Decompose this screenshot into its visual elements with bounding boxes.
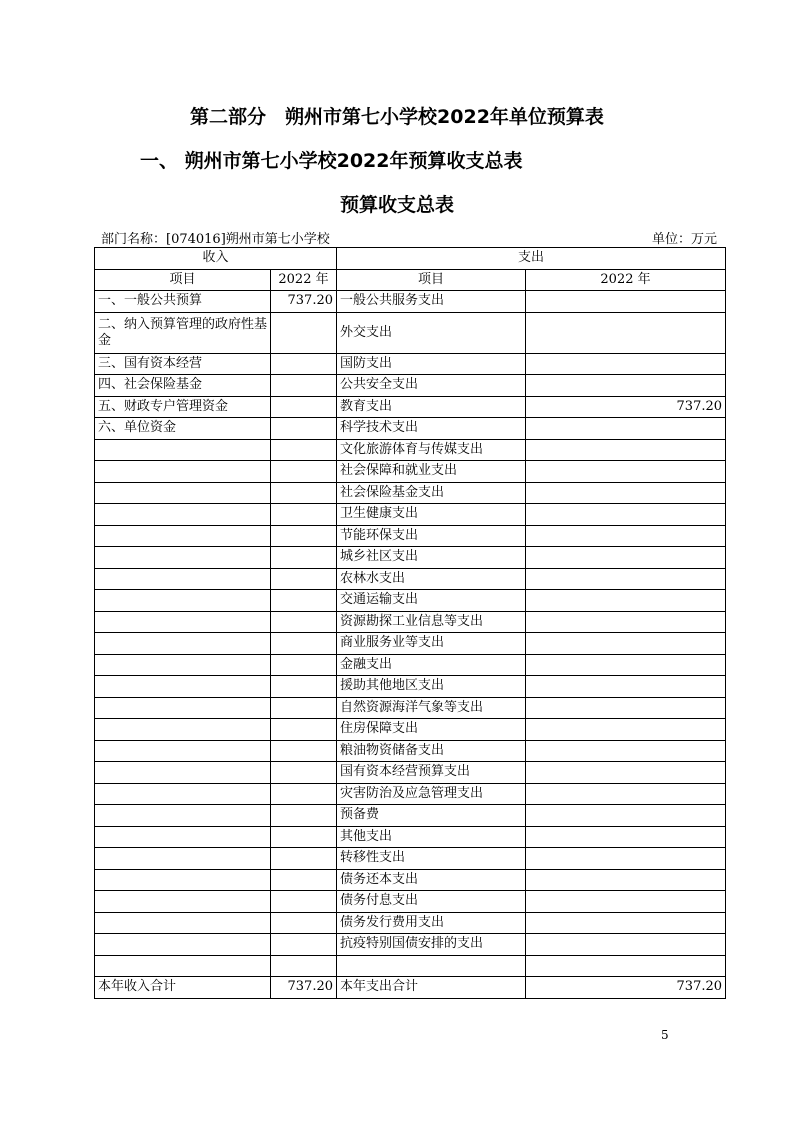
income-value-cell bbox=[271, 654, 337, 676]
table-row bbox=[95, 291, 726, 313]
income-item-cell bbox=[95, 848, 271, 870]
expense-value-cell bbox=[526, 482, 726, 504]
income-value-cell bbox=[271, 740, 337, 762]
table-row bbox=[95, 418, 726, 440]
group-header-row bbox=[95, 248, 726, 270]
table-row bbox=[95, 848, 726, 870]
income-item-cell bbox=[95, 568, 271, 590]
unit-label: 单位：万元 bbox=[651, 232, 717, 247]
income-item-cell: 三、国有资本经营 bbox=[95, 353, 271, 375]
expense-item-cell: 外交支出 bbox=[337, 312, 526, 353]
department-name: 部门名称：[074016]朔州市第七小学校 bbox=[101, 232, 330, 247]
table-row bbox=[95, 611, 726, 633]
table-row bbox=[95, 590, 726, 612]
expense-value-cell bbox=[526, 891, 726, 913]
expense-value-cell bbox=[526, 375, 726, 397]
income-value-cell bbox=[271, 955, 337, 977]
expense-value-cell bbox=[526, 633, 726, 655]
income-item-cell: 五、财政专户管理资金 bbox=[95, 396, 271, 418]
income-value-cell bbox=[271, 353, 337, 375]
expense-value-cell bbox=[526, 353, 726, 375]
expense-item-cell: 金融支出 bbox=[337, 654, 526, 676]
income-value-cell bbox=[271, 912, 337, 934]
income-value-cell bbox=[271, 697, 337, 719]
table-row bbox=[95, 396, 726, 418]
expense-value-cell bbox=[526, 826, 726, 848]
table-row bbox=[95, 826, 726, 848]
column-header-row bbox=[95, 269, 726, 291]
income-value-cell bbox=[271, 375, 337, 397]
income-value-cell bbox=[271, 461, 337, 483]
expense-value-cell bbox=[526, 934, 726, 956]
table-row bbox=[95, 697, 726, 719]
income-item-cell bbox=[95, 762, 271, 784]
expense-item-cell: 农林水支出 bbox=[337, 568, 526, 590]
expense-value-cell bbox=[526, 504, 726, 526]
table-row bbox=[95, 762, 726, 784]
income-value-cell: 737.20 bbox=[271, 291, 337, 313]
income-item-cell bbox=[95, 783, 271, 805]
expense-value-cell bbox=[526, 740, 726, 762]
expense-item-cell: 债务付息支出 bbox=[337, 891, 526, 913]
expense-value-cell bbox=[526, 547, 726, 569]
income-value-cell bbox=[271, 848, 337, 870]
table-row bbox=[95, 955, 726, 977]
expense-value-cell bbox=[526, 869, 726, 891]
income-item-cell bbox=[95, 912, 271, 934]
income-header: 收入 bbox=[95, 248, 337, 270]
totals-row bbox=[95, 977, 726, 999]
expense-item-cell: 公共安全支出 bbox=[337, 375, 526, 397]
expense-value-cell bbox=[526, 912, 726, 934]
expense-value-cell bbox=[526, 418, 726, 440]
budget-body bbox=[95, 291, 726, 977]
section-title: 一、 朔州市第七小学校2022年预算收支总表 bbox=[140, 150, 523, 172]
income-value-cell bbox=[271, 805, 337, 827]
expense-item-cell: 国防支出 bbox=[337, 353, 526, 375]
page-number: 5 bbox=[661, 1028, 669, 1042]
income-item-cell bbox=[95, 740, 271, 762]
table-row bbox=[95, 312, 726, 353]
expense-item-cell: 卫生健康支出 bbox=[337, 504, 526, 526]
table-row bbox=[95, 869, 726, 891]
table-row bbox=[95, 461, 726, 483]
income-item-cell bbox=[95, 934, 271, 956]
table-row bbox=[95, 934, 726, 956]
expense-item-cell: 社会保险基金支出 bbox=[337, 482, 526, 504]
expense-value-cell bbox=[526, 676, 726, 698]
expense-value-cell bbox=[526, 805, 726, 827]
income-value-cell bbox=[271, 482, 337, 504]
expense-item-cell: 教育支出 bbox=[337, 396, 526, 418]
income-value-cell bbox=[271, 783, 337, 805]
expense-item-cell: 债务发行费用支出 bbox=[337, 912, 526, 934]
table-title: 预算收支总表 bbox=[339, 194, 454, 216]
table-row bbox=[95, 740, 726, 762]
expense-value-cell bbox=[526, 312, 726, 353]
income-item-cell bbox=[95, 525, 271, 547]
expense-value-cell bbox=[526, 762, 726, 784]
expense-item-cell: 自然资源海洋气象等支出 bbox=[337, 697, 526, 719]
income-item-cell bbox=[95, 955, 271, 977]
expense-header: 支出 bbox=[337, 248, 726, 270]
expense-value-cell bbox=[526, 654, 726, 676]
expense-item-cell: 债务还本支出 bbox=[337, 869, 526, 891]
expense-value-cell bbox=[526, 291, 726, 313]
income-item-cell: 一、一般公共预算 bbox=[95, 291, 271, 313]
table-row bbox=[95, 353, 726, 375]
table-row bbox=[95, 805, 726, 827]
income-value-cell bbox=[271, 547, 337, 569]
income-item-cell bbox=[95, 869, 271, 891]
expense-total-label: 本年支出合计 bbox=[337, 977, 526, 999]
table-row bbox=[95, 482, 726, 504]
income-value-cell bbox=[271, 611, 337, 633]
expense-total-value: 737.20 bbox=[526, 977, 726, 999]
income-item-cell bbox=[95, 719, 271, 741]
income-item-cell bbox=[95, 461, 271, 483]
income-item-cell bbox=[95, 805, 271, 827]
income-year-header: 2022 年 bbox=[271, 269, 337, 291]
table-row bbox=[95, 783, 726, 805]
income-item-cell bbox=[95, 633, 271, 655]
income-item-cell bbox=[95, 482, 271, 504]
income-value-cell bbox=[271, 633, 337, 655]
table-row bbox=[95, 891, 726, 913]
expense-item-cell: 节能环保支出 bbox=[337, 525, 526, 547]
income-value-cell bbox=[271, 869, 337, 891]
expense-item-cell: 商业服务业等支出 bbox=[337, 633, 526, 655]
expense-item-cell: 预备费 bbox=[337, 805, 526, 827]
expense-item-cell: 抗疫特别国债安排的支出 bbox=[337, 934, 526, 956]
expense-value-cell bbox=[526, 590, 726, 612]
income-item-cell bbox=[95, 654, 271, 676]
income-value-cell bbox=[271, 934, 337, 956]
income-value-cell bbox=[271, 719, 337, 741]
income-item-header: 项目 bbox=[95, 269, 271, 291]
income-item-cell: 四、社会保险基金 bbox=[95, 375, 271, 397]
table-row bbox=[95, 568, 726, 590]
income-value-cell bbox=[271, 396, 337, 418]
income-item-cell bbox=[95, 697, 271, 719]
income-value-cell bbox=[271, 439, 337, 461]
expense-value-cell: 737.20 bbox=[526, 396, 726, 418]
income-item-cell bbox=[95, 590, 271, 612]
expense-item-cell: 国有资本经营预算支出 bbox=[337, 762, 526, 784]
table-row bbox=[95, 633, 726, 655]
expense-item-cell: 城乡社区支出 bbox=[337, 547, 526, 569]
table-row bbox=[95, 439, 726, 461]
income-value-cell bbox=[271, 590, 337, 612]
part-title: 第二部分 朔州市第七小学校2022年单位预算表 bbox=[190, 106, 604, 128]
income-value-cell bbox=[271, 826, 337, 848]
income-item-cell bbox=[95, 676, 271, 698]
expense-value-cell bbox=[526, 719, 726, 741]
income-total-value: 737.20 bbox=[271, 977, 337, 999]
income-item-cell bbox=[95, 547, 271, 569]
expense-item-cell bbox=[337, 955, 526, 977]
table-row bbox=[95, 654, 726, 676]
expense-item-cell: 援助其他地区支出 bbox=[337, 676, 526, 698]
income-value-cell bbox=[271, 891, 337, 913]
income-value-cell bbox=[271, 676, 337, 698]
expense-value-cell bbox=[526, 611, 726, 633]
expense-value-cell bbox=[526, 568, 726, 590]
table-row bbox=[95, 525, 726, 547]
expense-item-cell: 资源勘探工业信息等支出 bbox=[337, 611, 526, 633]
income-item-cell bbox=[95, 439, 271, 461]
expense-item-cell: 科学技术支出 bbox=[337, 418, 526, 440]
income-value-cell bbox=[271, 504, 337, 526]
expense-item-cell: 社会保障和就业支出 bbox=[337, 461, 526, 483]
income-item-cell bbox=[95, 504, 271, 526]
income-item-cell bbox=[95, 826, 271, 848]
expense-value-cell bbox=[526, 461, 726, 483]
table-row bbox=[95, 719, 726, 741]
income-value-cell bbox=[271, 312, 337, 353]
income-value-cell bbox=[271, 568, 337, 590]
expense-item-header: 项目 bbox=[337, 269, 526, 291]
expense-value-cell bbox=[526, 525, 726, 547]
expense-value-cell bbox=[526, 783, 726, 805]
table-row bbox=[95, 912, 726, 934]
income-item-cell bbox=[95, 891, 271, 913]
expense-item-cell: 其他支出 bbox=[337, 826, 526, 848]
table-row bbox=[95, 375, 726, 397]
table-row bbox=[95, 676, 726, 698]
expense-value-cell bbox=[526, 955, 726, 977]
income-item-cell bbox=[95, 611, 271, 633]
table-row bbox=[95, 504, 726, 526]
table-row bbox=[95, 547, 726, 569]
expense-value-cell bbox=[526, 439, 726, 461]
budget-summary-table bbox=[94, 247, 726, 999]
income-item-cell: 六、单位资金 bbox=[95, 418, 271, 440]
expense-item-cell: 灾害防治及应急管理支出 bbox=[337, 783, 526, 805]
expense-item-cell: 一般公共服务支出 bbox=[337, 291, 526, 313]
expense-item-cell: 住房保障支出 bbox=[337, 719, 526, 741]
income-value-cell bbox=[271, 762, 337, 784]
income-item-cell: 二、纳入预算管理的政府性基金 bbox=[95, 312, 271, 353]
expense-value-cell bbox=[526, 848, 726, 870]
expense-value-cell bbox=[526, 697, 726, 719]
expense-item-cell: 交通运输支出 bbox=[337, 590, 526, 612]
expense-item-cell: 转移性支出 bbox=[337, 848, 526, 870]
income-value-cell bbox=[271, 525, 337, 547]
income-total-label: 本年收入合计 bbox=[95, 977, 271, 999]
expense-item-cell: 粮油物资储备支出 bbox=[337, 740, 526, 762]
income-value-cell bbox=[271, 418, 337, 440]
expense-item-cell: 文化旅游体育与传媒支出 bbox=[337, 439, 526, 461]
expense-year-header: 2022 年 bbox=[526, 269, 726, 291]
